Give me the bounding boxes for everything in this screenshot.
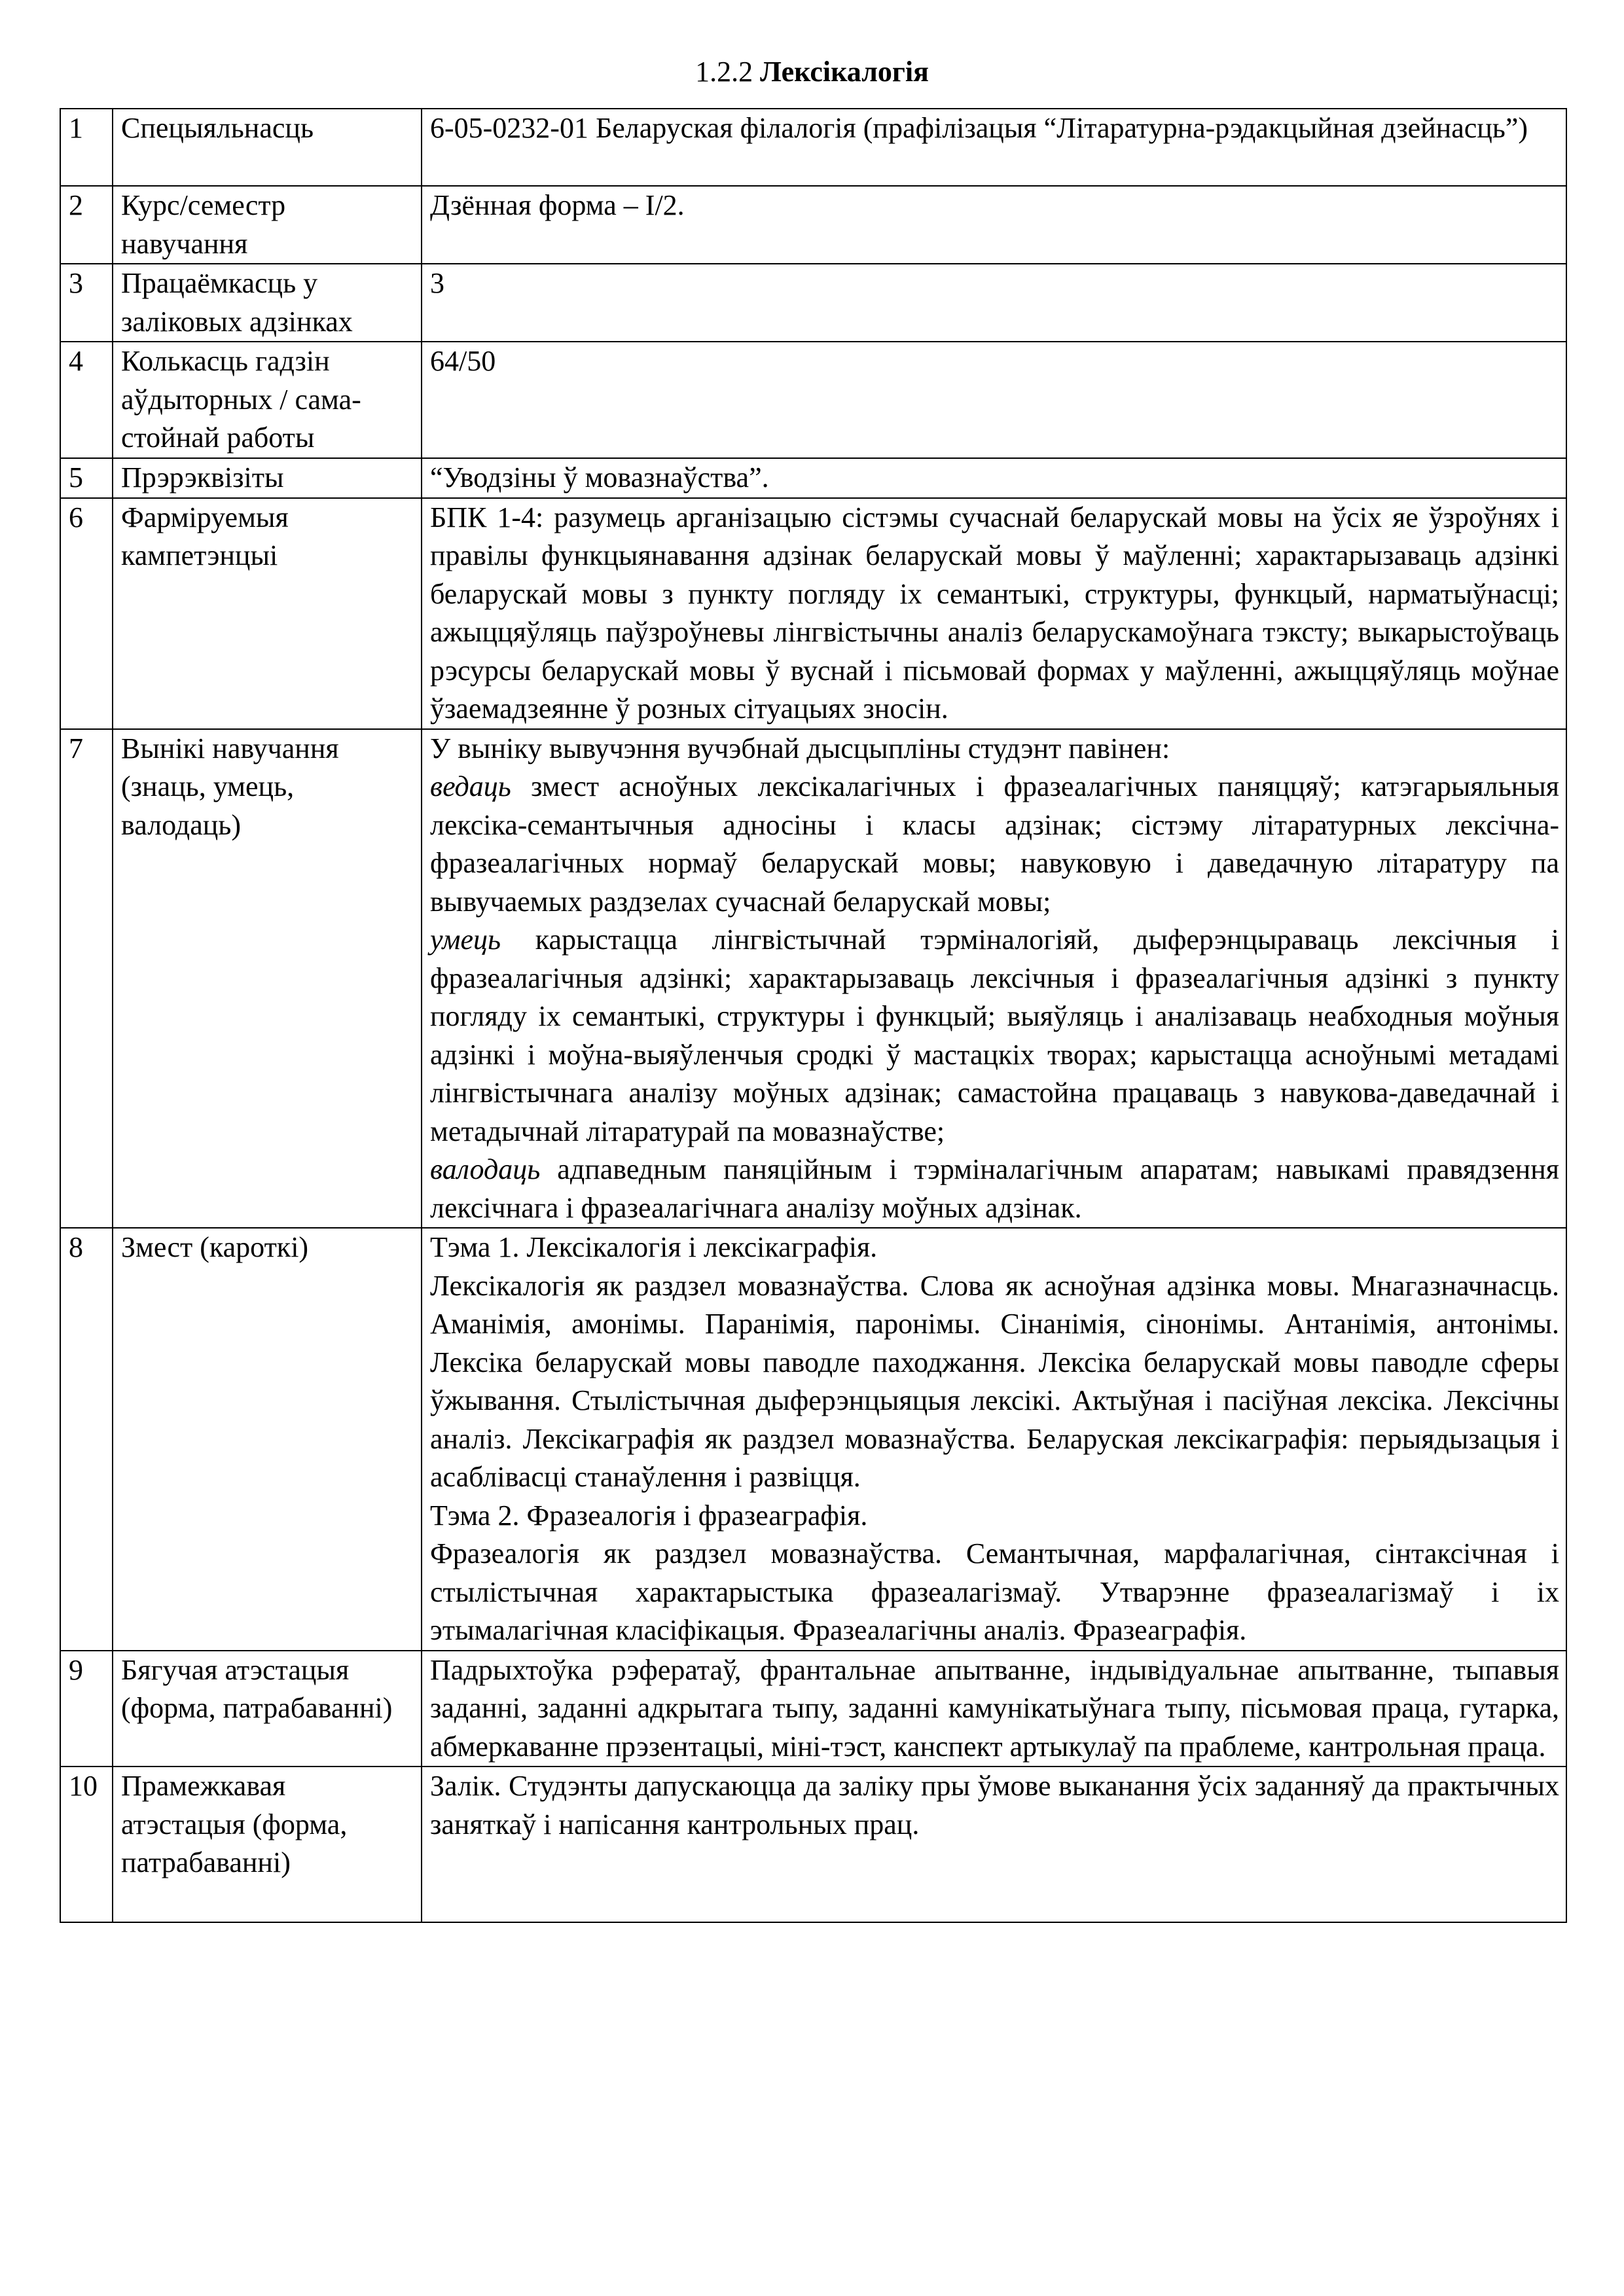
row-label: Працаёмкасць у заліковых адзінках	[113, 264, 422, 342]
row-text: 3	[430, 267, 444, 299]
table-row	[60, 109, 1566, 186]
row-number: 8	[60, 1228, 113, 1651]
row-value	[422, 1651, 1566, 1767]
row-label: Змест (кароткі)	[113, 1228, 422, 1651]
row-value	[422, 1767, 1566, 1922]
row-text: БПК 1-4: разумець арганізацыю сістэмы сучаснай беларускай мовы на ўсіх яе ўзроўнях і правілы функцыянавання адзінак беларускай мовы ў маўленні; характарызаваць адзінкі беларускай мовы з пункту погляду іх семантыкі, структуры, функцый, нарматыўнасці; ажыццяўляць паўзроўневы лінгвістычны аналіз беларускамоўнага тэксту; выкарыстоўваць рэсурсы беларускай мовы ў вуснай і пісьмовай формах у маўленні, ажыццяўляць моўнае ўзаемадзеянне ў розных сітуацыях зносін.	[430, 501, 1559, 725]
outcome-text: адпаведным паняційным і тэрміналагічным апаратам; навыкамі правядзення лексічнага і фразеалагічнага аналізу моўных адзінак.	[430, 1153, 1559, 1224]
learning-outcomes-intro: У выніку вывучэння вучэбнай дысцыпліны студэнт павінен:	[430, 732, 1170, 764]
row-label: Вынікі навучання (знаць, умець, валодаць)	[113, 729, 422, 1229]
row-number: 5	[60, 458, 113, 498]
table-row	[60, 1767, 1566, 1922]
row-text: 64/50	[430, 345, 496, 377]
learning-outcome-item	[430, 768, 1559, 921]
row-value	[422, 729, 1566, 1229]
row-text: Дзённая форма – I/2.	[430, 189, 685, 221]
row-number: 1	[60, 109, 113, 186]
row-label: Прэрэквізіты	[113, 458, 422, 498]
table-row	[60, 498, 1566, 729]
table-row	[60, 458, 1566, 498]
row-number: 2	[60, 186, 113, 264]
row-text: “Уводзіны ў мовазнаўства”.	[430, 461, 769, 493]
row-label: Колькасць гадзін аўдыторных / сама-стойнай работы	[113, 342, 422, 458]
row-number: 4	[60, 342, 113, 458]
outcome-text: карыстацца лінгвістычнай тэрміналогіяй, дыферэнцыраваць лексічныя і фразеалагічныя адзінкі; характарызаваць лексічныя і фразеалагічныя адзінкі з пункту погляду іх семантыкі, структуры і функцый; выяўляць і аналізаваць неабходныя моўныя адзінкі і моўна-выяўленчыя сродкі ў мастацкіх творах; карыстацца асноўнымі метадамі лінгвістычнага аналізу моўных адзінак; самастойна працаваць з навукова-даведачнай і метадычнай літаратурай па мовазнаўстве;	[430, 924, 1559, 1147]
row-value	[422, 264, 1566, 342]
outcome-term: умець	[430, 924, 501, 956]
row-label: Фарміруемыя кампетэнцыі	[113, 498, 422, 729]
row-text: 6-05-0232-01 Беларуская філалогія (прафілізацыя “Літаратурна-рэдакцыйная дзейнасць”)	[430, 112, 1528, 144]
outcome-term: валодаць	[430, 1153, 541, 1185]
learning-outcome-item	[430, 921, 1559, 1151]
learning-outcome-item	[430, 1151, 1559, 1227]
table-row	[60, 1651, 1566, 1767]
row-number: 9	[60, 1651, 113, 1767]
section-number: 1.2.2	[695, 56, 753, 88]
table-row	[60, 264, 1566, 342]
section-heading	[0, 52, 1624, 92]
outcome-text: змест асноўных лексікалагічных і фразеалагічных паняццяў; катэгарыяльныя лексіка-семантычныя адносіны і класы адзінак; сістэму літаратурных лексічна-фразеалагічных нормаў беларускай мовы; навуковую і даведачную літаратуру па вывучаемых раздзелах сучаснай беларускай мовы;	[430, 770, 1559, 918]
row-value	[422, 186, 1566, 264]
topic-content: Лексікалогія як раздзел мовазнаўства. Слова як асноўная адзінка мовы. Мнагазначнасць. Аманімія, амонімы. Паранімія, паронімы. Сінанімія, сінонімы. Антанімія, антонімы. Лексіка беларускай мовы паводле паходжання. Лексіка беларускай мовы паводле сферы ўжывання. Стылістычная дыферэнцыяцыя лексікі. Актыўная і пасіўная лексіка. Лексічны аналіз. Лексікаграфія як раздзел мовазнаўства. Беларуская лексікаграфія: перыядызацыя і асаблівасці станаўлення і развіцця.	[430, 1269, 1559, 1493]
table-row	[60, 186, 1566, 264]
row-value	[422, 1228, 1566, 1651]
table-row	[60, 1228, 1566, 1651]
row-number: 6	[60, 498, 113, 729]
outcome-term: ведаць	[430, 770, 511, 802]
row-value	[422, 109, 1566, 186]
row-label: Бягучая атэстацыя (форма, патрабаванні)	[113, 1651, 422, 1767]
table-row	[60, 342, 1566, 458]
row-number: 7	[60, 729, 113, 1229]
row-label: Прамежкавая атэстацыя (форма, патрабаванні)	[113, 1767, 422, 1922]
topic-content: Фразеалогія як раздзел мовазнаўства. Семантычная, марфалагічная, сінтаксічная і стылістычная характарыстыка фразеалагізмаў. Утварэнне фразеалагізмаў і іх этымалагічная класіфікацыя. Фразеалагічны аналіз. Фразеаграфія.	[430, 1537, 1559, 1646]
row-text: Падрыхтоўка рэфератаў, франтальнае апытванне, індывідуальнае апытванне, тыпавыя заданні, заданні адкрытага тыпу, заданні камунікатыўнага тыпу, пісьмовая праца, гутарка, абмеркаванне прэзентацыі, міні-тэст, канспект артыкулаў па праблеме, кантрольная праца.	[430, 1653, 1559, 1763]
topic-heading: Тэма 1. Лексікалогія і лексікаграфія.	[430, 1231, 878, 1263]
row-number: 10	[60, 1767, 113, 1922]
row-label: Курс/семестр навучання	[113, 186, 422, 264]
section-title: Лексікалогія	[760, 56, 929, 88]
row-number: 3	[60, 264, 113, 342]
row-value	[422, 498, 1566, 729]
row-value	[422, 458, 1566, 498]
row-text: Залік. Студэнты дапускаюцца да заліку пры ўмове выканання ўсіх заданняў да практычных заняткаў і напісання кантрольных прац.	[430, 1770, 1559, 1840]
syllabus-table	[60, 108, 1567, 1923]
topic-heading: Тэма 2. Фразеалогія і фразеаграфія.	[430, 1499, 868, 1532]
table-row	[60, 729, 1566, 1229]
row-value	[422, 342, 1566, 458]
row-label: Спецыяльнасць	[113, 109, 422, 186]
